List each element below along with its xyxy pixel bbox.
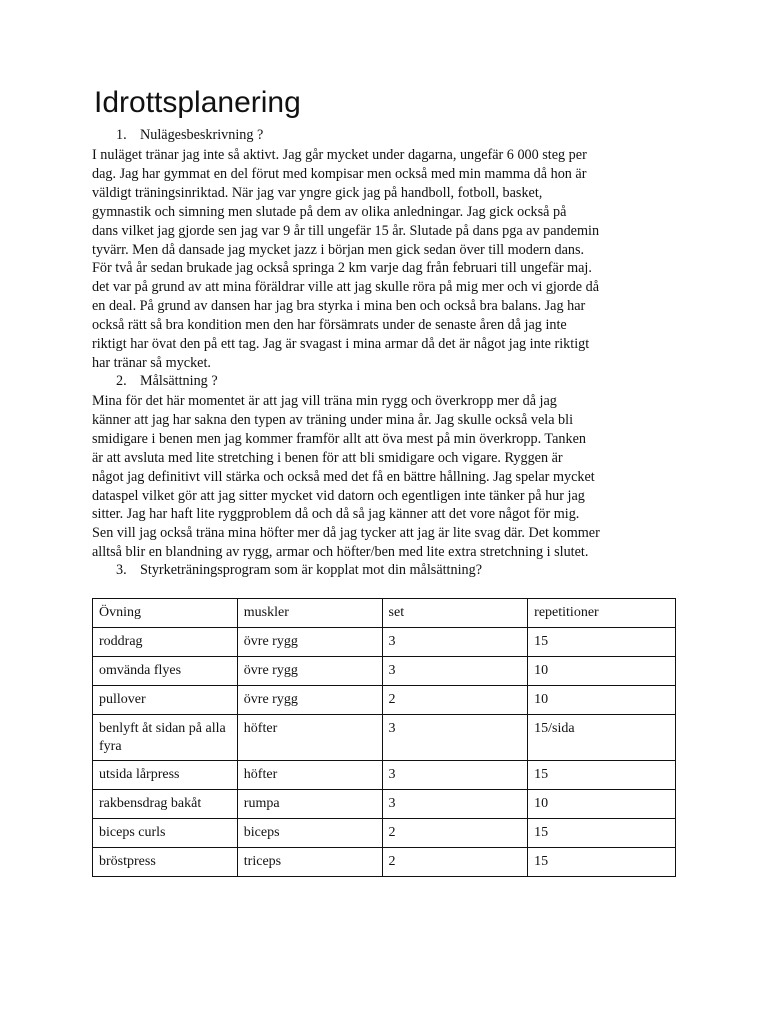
- paragraph-line: har tränar så mycket.: [92, 354, 211, 371]
- table-cell: höfter: [237, 715, 382, 761]
- paragraph-line: väldigt träningsinriktad. När jag var yngre gick jag på handboll, fotboll, basket,: [92, 184, 543, 201]
- table-cell: 15/sida: [528, 715, 676, 761]
- table-row: [93, 761, 676, 790]
- section-heading-text: Målsättning ?: [140, 373, 218, 389]
- column-header: set: [382, 599, 528, 628]
- table-cell: pullover: [93, 686, 238, 715]
- table-cell: 3: [382, 715, 528, 761]
- table-cell: bröstpress: [93, 848, 238, 877]
- table-cell: 15: [528, 819, 676, 848]
- table-cell: 3: [382, 657, 528, 686]
- section-number: 1.: [116, 127, 127, 143]
- exercise-table: [92, 598, 676, 877]
- section-1-paragraph: [92, 146, 682, 373]
- table-cell: rumpa: [237, 790, 382, 819]
- table-cell: biceps curls: [93, 819, 238, 848]
- table-cell: rakbensdrag bakåt: [93, 790, 238, 819]
- paragraph-line: gymnastik och simning men slutade på dem av olika anledningar. Jag gick också på: [92, 203, 567, 220]
- paragraph-line: är att avsluta med lite stretching i benen för att bli smidigare och vigare. Ryggen är: [92, 449, 563, 466]
- paragraph-line: sitter. Jag har haft lite ryggproblem då och då så jag känner att det vore något för mig.: [92, 506, 580, 523]
- paragraph-line: alltså blir en blandning av rygg, armar och höfter/ben med lite extra stretchning i slutet.: [92, 544, 589, 561]
- paragraph-line: dataspel vilket gör att jag sitter mycket vid datorn och egentligen inte tänker på hur jag: [92, 487, 585, 504]
- table-row: [93, 848, 676, 877]
- column-header: Övning: [93, 599, 238, 628]
- table-cell: 10: [528, 790, 676, 819]
- paragraph-line: För två år sedan brukade jag också springa 2 km varje dag från februari till ungefär maj.: [92, 260, 592, 277]
- paragraph-line: dag. Jag har gymmat en del förut med kompisar men också med min mamma då hon är: [92, 165, 587, 182]
- table-cell: 3: [382, 628, 528, 657]
- table-cell: triceps: [237, 848, 382, 877]
- table-cell: 2: [382, 686, 528, 715]
- column-header: repetitioner: [528, 599, 676, 628]
- section-2-paragraph: [92, 392, 682, 562]
- table-cell: omvända flyes: [93, 657, 238, 686]
- paragraph-line: det var på grund av att mina föräldrar ville att jag skulle röra på mig mer och vi gjorde då: [92, 279, 600, 296]
- table-row: [93, 819, 676, 848]
- table-cell: benlyft åt sidan på alla fyra: [93, 715, 238, 761]
- table-row: [93, 686, 676, 715]
- table-cell: övre rygg: [237, 628, 382, 657]
- paragraph-line: också rätt så bra kondition men den har försämrats under de senaste åren då jag inte: [92, 317, 567, 334]
- table-cell: 10: [528, 686, 676, 715]
- table-cell: biceps: [237, 819, 382, 848]
- table-cell: 10: [528, 657, 676, 686]
- table-row: [93, 657, 676, 686]
- table-cell: höfter: [237, 761, 382, 790]
- paragraph-line: Mina för det här momentet är att jag vill träna min rygg och överkropp mer då jag: [92, 393, 557, 409]
- section-number: 3.: [116, 562, 127, 578]
- table-header-row: [93, 599, 676, 628]
- table-cell: 2: [382, 848, 528, 877]
- section-heading-text: Styrketräningsprogram som är kopplat mot din målsättning?: [140, 562, 483, 578]
- table-cell: övre rygg: [237, 686, 382, 715]
- table-cell: 15: [528, 848, 676, 877]
- page-title: Idrottsplanering: [94, 86, 301, 119]
- paragraph-line: något jag definitivt vill stärka och också med det få en bättre hållning. Jag spelar mycket: [92, 468, 595, 485]
- paragraph-line: smidigare i benen men jag kommer framför allt att öva mest på min överkropp. Tanken: [92, 430, 586, 447]
- table-cell: roddrag: [93, 628, 238, 657]
- paragraph-line: tyvärr. Men då dansade jag mycket jazz i början men gick sedan över till modern dans.: [92, 241, 585, 258]
- section-heading-3: [116, 562, 482, 579]
- table-row: [93, 628, 676, 657]
- section-heading-2: [116, 373, 218, 390]
- table-cell: 3: [382, 790, 528, 819]
- table-row: [93, 715, 676, 761]
- table-row: [93, 790, 676, 819]
- paragraph-line: Sen vill jag också träna mina höfter mer då jag tycker att jag är lite svag där. Det kommer: [92, 525, 600, 542]
- paragraph-line: känner att jag har sakna den typen av träning under mina år. Jag skulle också vela bli: [92, 411, 574, 428]
- section-heading-text: Nulägesbeskrivning ?: [140, 127, 264, 143]
- section-number: 2.: [116, 373, 127, 389]
- table-cell: 3: [382, 761, 528, 790]
- column-header: muskler: [237, 599, 382, 628]
- section-heading-1: [116, 127, 263, 144]
- table-cell: utsida lårpress: [93, 761, 238, 790]
- table-cell: 15: [528, 761, 676, 790]
- table-cell: 2: [382, 819, 528, 848]
- paragraph-line: en deal. På grund av dansen har jag bra styrka i mina ben och också bra balans. Jag har: [92, 298, 586, 315]
- paragraph-line: dans vilket jag gjorde sen jag var 9 år till ungefär 15 år. Slutade på dans pga av pandemin: [92, 222, 600, 239]
- table-cell: övre rygg: [237, 657, 382, 686]
- table-cell: 15: [528, 628, 676, 657]
- paragraph-line: I nuläget tränar jag inte så aktivt. Jag går mycket under dagarna, ungefär 6 000 steg per: [92, 147, 587, 163]
- paragraph-line: riktigt har övat den på ett tag. Jag är svagast i mina armar då det är något jag inte riktigt: [92, 336, 590, 353]
